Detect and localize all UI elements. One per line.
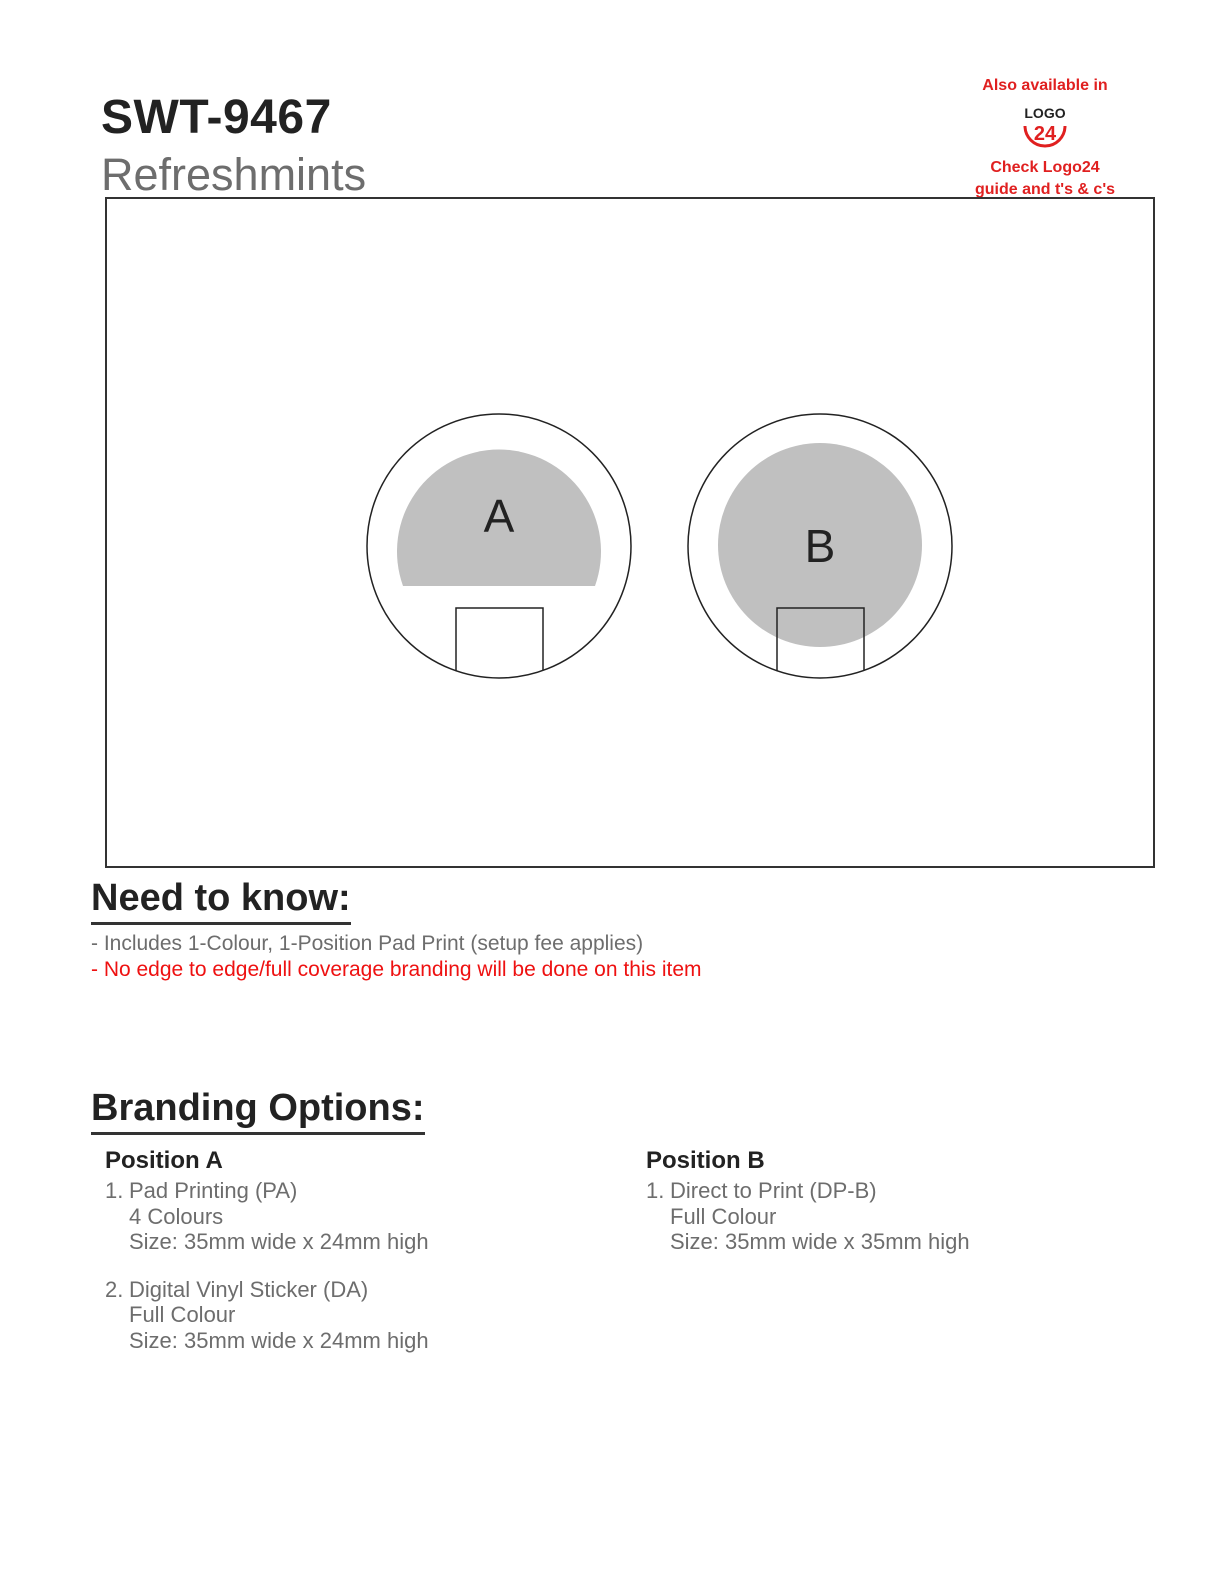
option-colours: Full Colour (129, 1302, 236, 1327)
logo24-mark-number: 24 (1033, 123, 1057, 145)
position-a-label: A (483, 490, 515, 542)
position-b-label: B (804, 520, 836, 572)
option-number: 2. (105, 1276, 124, 1302)
mint-tin-b (688, 414, 952, 688)
option-size: Size: 35mm wide x 35mm high (670, 1229, 970, 1254)
position-b-options (646, 1146, 1126, 1255)
product-code: SWT-9467 (101, 91, 332, 144)
need-to-know-heading: Need to know: (91, 876, 351, 925)
option-direct-to-print (646, 1178, 1126, 1255)
position-b-title: Position B (646, 1147, 765, 1174)
option-method: Pad Printing (PA) (129, 1178, 298, 1203)
note-setup-fee: - Includes 1-Colour, 1-Position Pad Print (setup fee applies) (91, 932, 644, 955)
option-number: 1. (646, 1178, 665, 1203)
position-a-title: Position A (105, 1147, 223, 1174)
logo24-available-text: Also available in (982, 77, 1108, 94)
logo24-logo-icon (1017, 100, 1073, 156)
position-a-options (105, 1146, 585, 1353)
option-colours: 4 Colours (129, 1203, 224, 1229)
tin-tab-a (456, 608, 543, 688)
logo24-mark-word: LOGO (1024, 105, 1066, 121)
option-method: Direct to Print (DP-B) (670, 1178, 877, 1203)
option-size: Size: 35mm wide x 24mm high (129, 1229, 429, 1254)
logo24-terms-text: guide and t's & c's (974, 181, 1116, 198)
logo24-check-text: Check Logo24 (990, 159, 1100, 176)
logo24-badge (955, 74, 1135, 200)
option-digital-vinyl-sticker (105, 1277, 585, 1354)
note-no-full-coverage: - No edge to edge/full coverage branding will be done on this item (91, 958, 702, 981)
product-diagram-drawing (107, 199, 1153, 866)
option-number: 1. (105, 1178, 124, 1203)
product-diagram (105, 197, 1155, 868)
option-colours: Full Colour (670, 1203, 777, 1229)
mint-tin-a (367, 414, 631, 688)
product-name: Refreshmints (101, 149, 367, 200)
branding-options-heading: Branding Options: (91, 1086, 425, 1135)
option-method: Digital Vinyl Sticker (DA) (129, 1276, 369, 1302)
option-pad-printing (105, 1178, 585, 1255)
option-size: Size: 35mm wide x 24mm high (129, 1327, 429, 1353)
